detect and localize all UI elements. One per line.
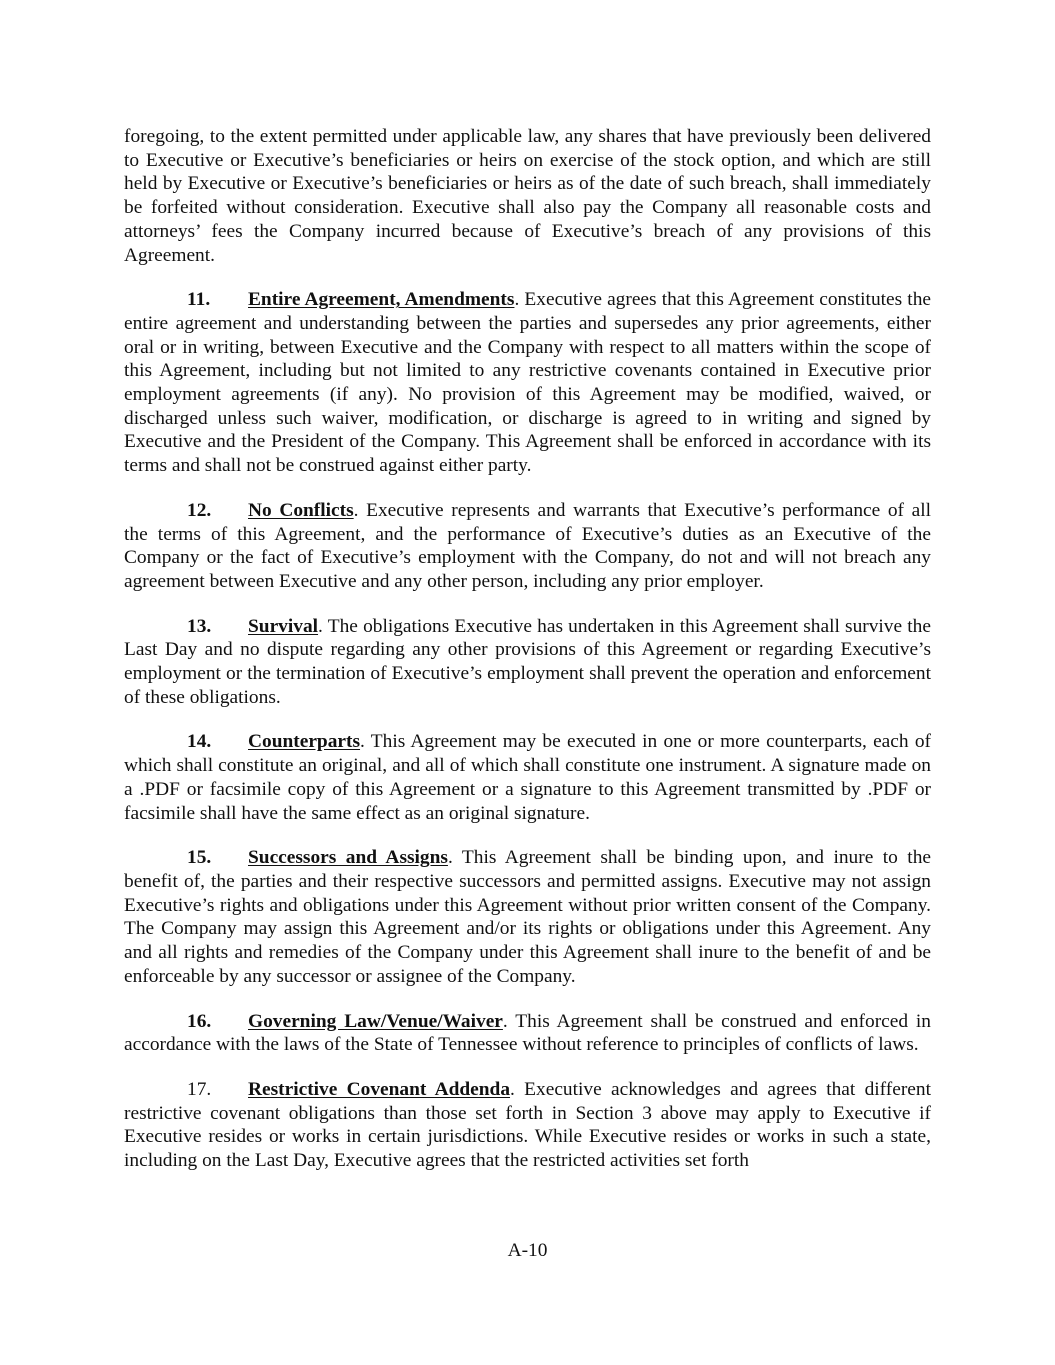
section-16 — [124, 1010, 931, 1057]
page-number: A-10 — [507, 1240, 548, 1261]
section-heading: Entire Agreement, Amendments — [248, 289, 515, 311]
section-15 — [124, 846, 931, 988]
section-punct: . — [510, 1078, 515, 1100]
section-number: 12. — [187, 499, 212, 521]
section-number: 11. — [187, 289, 211, 311]
section-punct: . — [353, 499, 359, 521]
section-punct: . — [502, 1010, 508, 1032]
section-body: This Agreement shall be construed and enforced in accordance with the laws of the State of Tennessee without reference to principles of conflicts of laws. — [124, 1010, 931, 1056]
section-heading: Governing Law/Venue/Waiver — [248, 1010, 503, 1032]
section-punct: . — [318, 615, 323, 637]
section-body: Executive agrees that this Agreement constitutes the entire agreement and understanding between the parties and supersedes any prior agreements, either oral or in writing, between Executive and the Company with respect to all matters within the scope of this Agreement, including but not limited to any restrictive covenants contained in Executive prior employment agreements (if any). No provision of this Agreement may be modified, waived, or discharged unless such waiver, modification, or discharge is agreed to in writing and signed by Executive and the President of the Company. This Agreement shall be enforced in accordance with its terms and shall not be construed against either party. — [124, 289, 931, 477]
section-body: This Agreement may be executed in one or more counterparts, each of which shall constitute an original, and all of which shall constitute one instrument. A signature made on a .PDF or facsimile copy of this Agreement or a signature to this Agreement transmitted by .PDF or facsimile shall have the same effect as an original signature. — [124, 731, 931, 824]
section-number: 14. — [187, 731, 212, 753]
section-heading: Counterparts — [248, 731, 361, 753]
continuation-paragraph: foregoing, to the extent permitted under applicable law, any shares that have previously been delivered to Executive or Executive’s beneficiaries or heirs on exercise of the stock option, and which are still held by Executive or Executive’s beneficiaries or heirs as of the date of such breach, shall immediately be forfeited without consideration. Executive shall also pay the Company all reasonable costs and attorneys’ fees the Company incurred because of Executive’s breach of any provisions of this Agreement. — [124, 126, 931, 266]
section-12 — [124, 499, 931, 594]
section-number: 15. — [187, 847, 212, 869]
section-11 — [124, 288, 931, 478]
section-number: 13. — [187, 615, 212, 637]
section-number: 16. — [187, 1010, 212, 1032]
section-17 — [124, 1078, 931, 1173]
section-heading: Survival — [248, 615, 319, 637]
section-heading: Successors and Assigns — [248, 847, 448, 869]
section-heading: Restrictive Covenant Addenda — [248, 1078, 511, 1100]
section-body: Executive acknowledges and agrees that different restrictive covenant obligations than those set forth in Section 3 above may apply to Executive if Executive resides or works in certain jurisdictions. While Executive resides or works in such a state, including on the Last Day, Executive agrees that the restricted activities set forth — [124, 1078, 931, 1172]
section-body: Executive represents and warrants that Executive’s performance of all the terms of this Agreement, and the performance of Executive’s duties as an Executive of the Company or the fact of Executive’s employment with the Company, do not and will not breach any agreement between Executive and any other person, including any prior employer. — [124, 499, 931, 592]
section-punct: . — [447, 847, 453, 869]
section-number: 17. — [187, 1078, 212, 1100]
section-13 — [124, 615, 931, 710]
section-14 — [124, 730, 931, 825]
section-body: This Agreement shall be binding upon, and inure to the benefit of, the parties and their respective successors and permitted assigns. Executive may not assign Executive’s rights and obligations under this Agreement without prior written consent of the Company. The Company may assign this Agreement and/or its rights or obligations under this Agreement. Any and all rights and remedies of the Company under this Agreement shall inure to the benefit of and be enforceable by any successor or assignee of the Company. — [124, 847, 931, 987]
section-punct: . — [514, 289, 520, 311]
section-heading: No Conflicts — [248, 499, 354, 521]
section-punct: . — [360, 731, 365, 753]
document-page — [124, 125, 931, 1194]
section-body: The obligations Executive has undertaken in this Agreement shall survive the Last Day and no dispute regarding any other provisions of this Agreement or regarding Executive’s employment or the termination of Executive’s employment shall prevent the operation and enforcement of these obligations. — [124, 615, 931, 708]
